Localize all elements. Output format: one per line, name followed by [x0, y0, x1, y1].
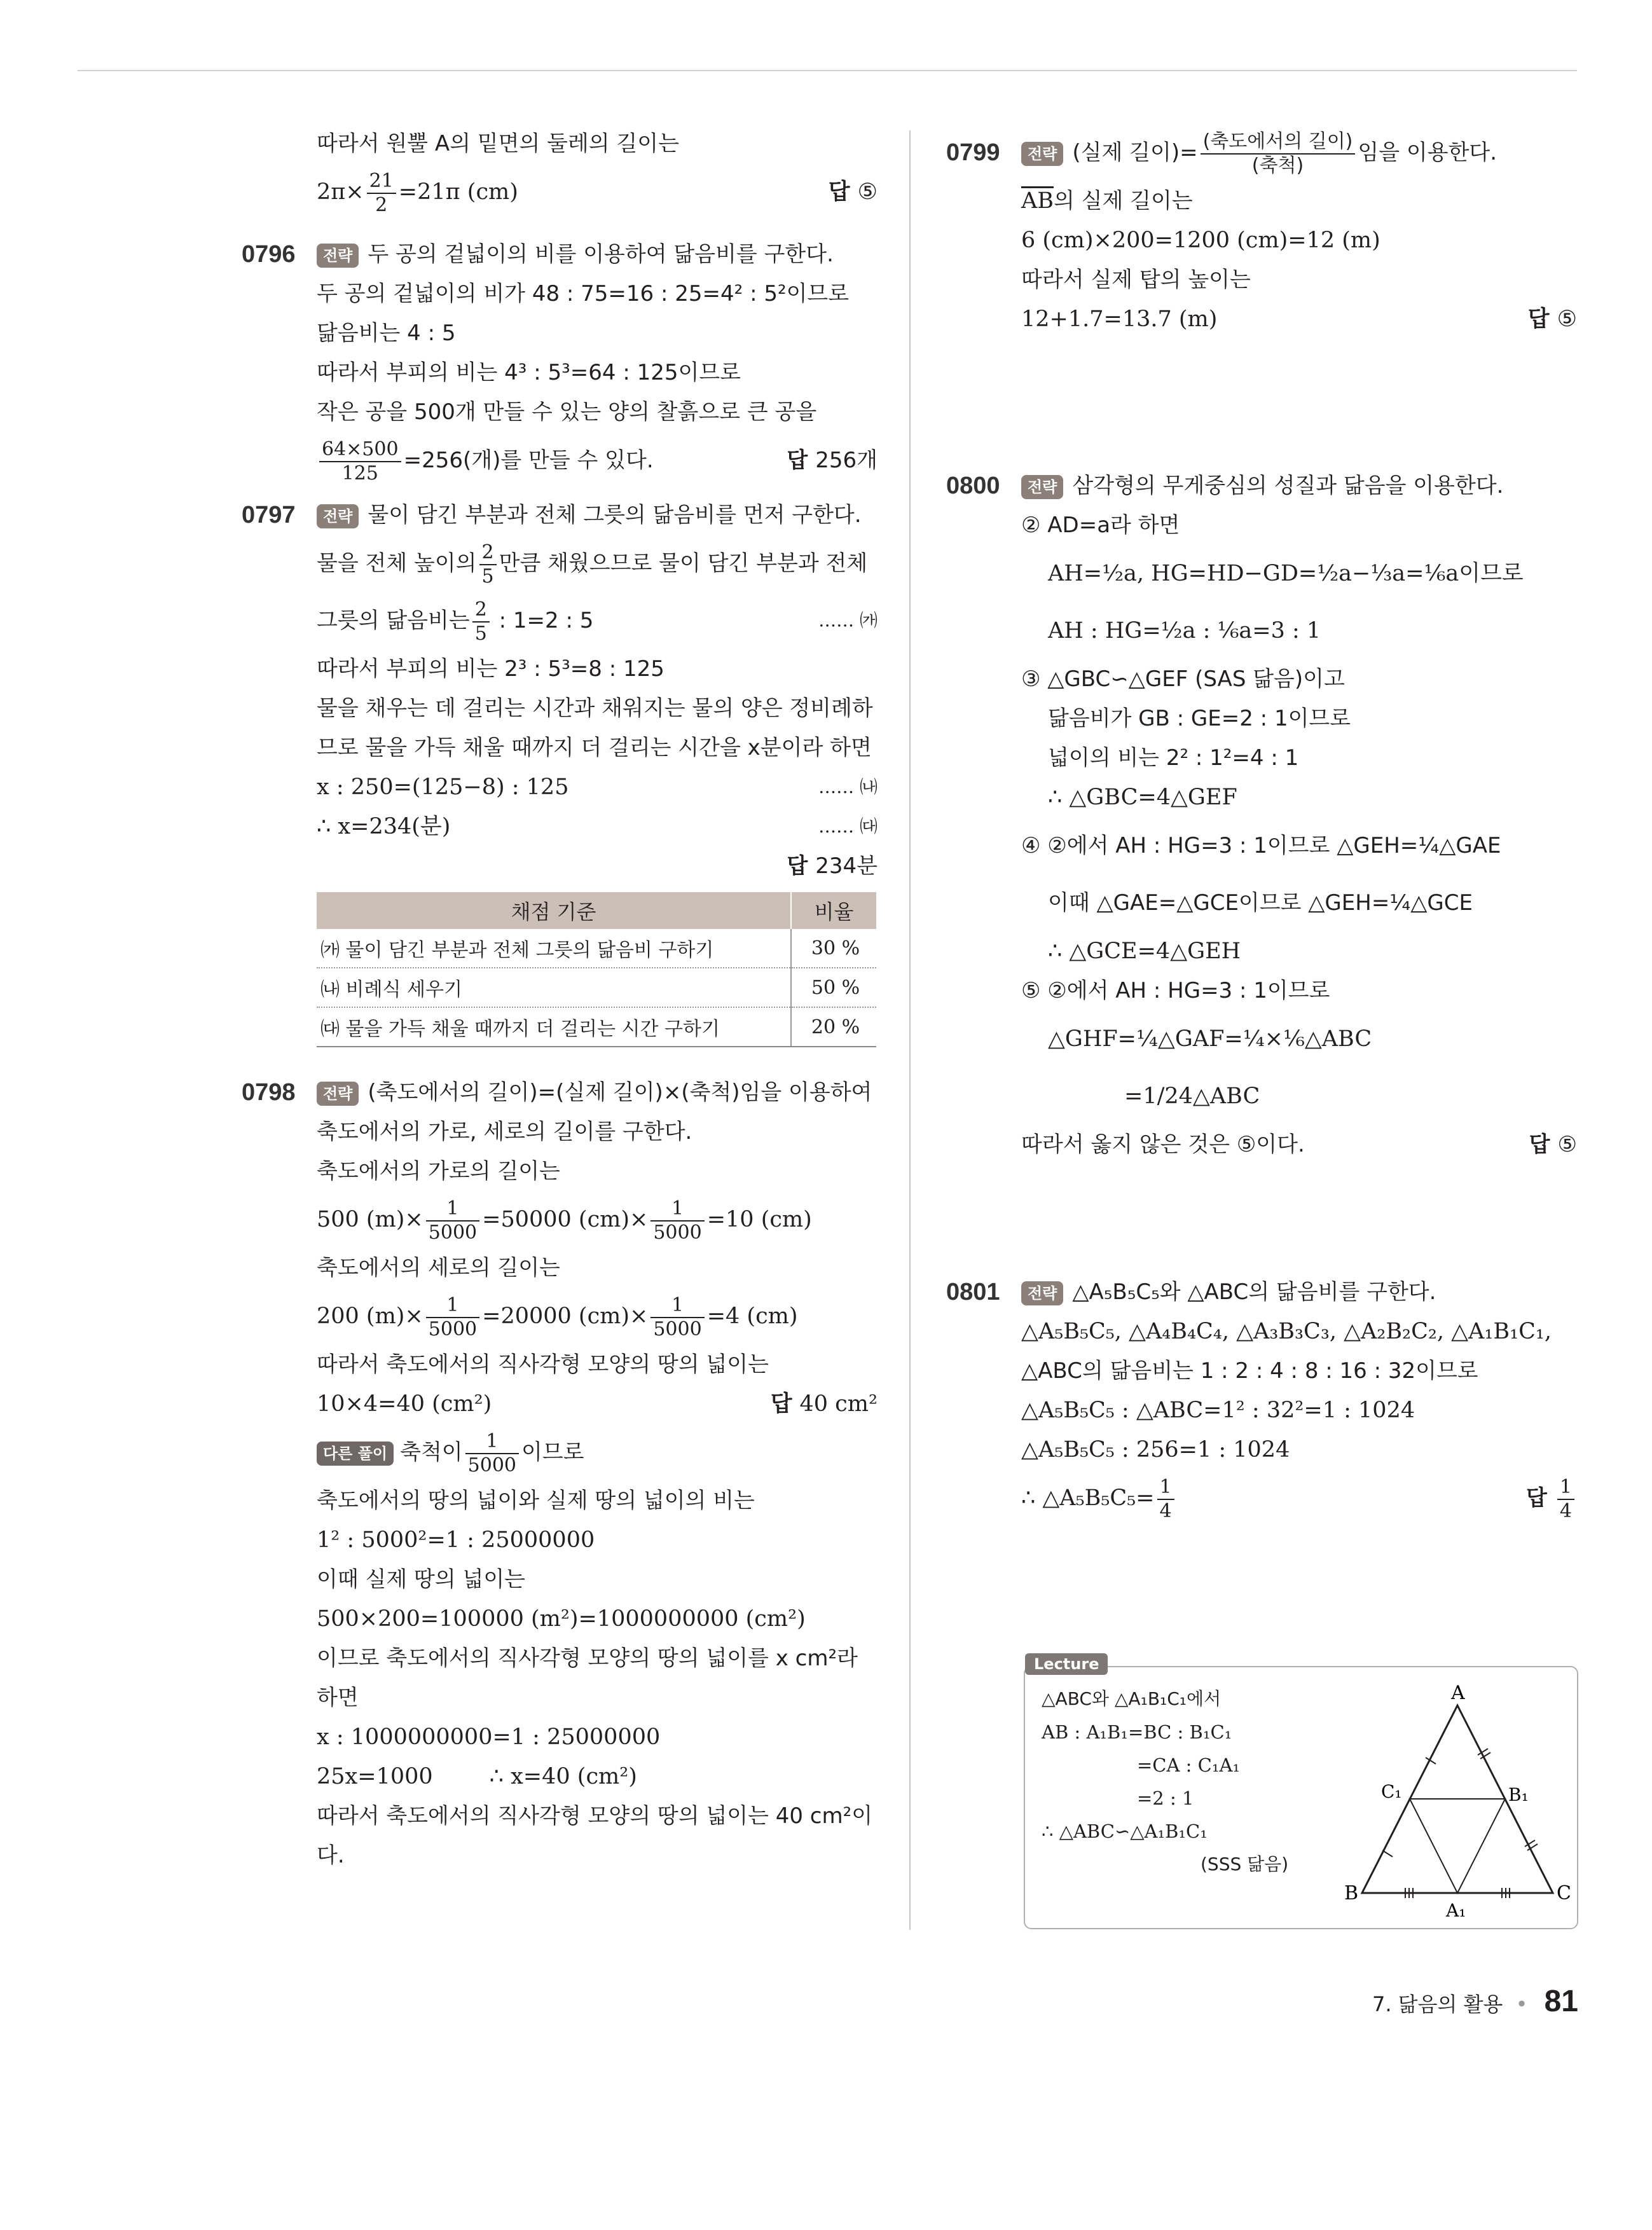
q0796-last: $\frac{64\times 500}{125}$ =256(개)를 만들 수 있다. 답 256개 — [317, 432, 878, 489]
q0798-answer: 답 40 cm² — [770, 1391, 878, 1417]
q0797-answer: 답 234분 — [787, 853, 878, 879]
fraction: $\frac{2}{5}$ — [472, 600, 490, 644]
label-a1: A₁ — [1446, 1900, 1466, 1921]
q0795-line1: 따라서 원뿔 A의 밑면의 둘레의 길이는 — [317, 131, 679, 156]
q0800-s2b: AH : HG=½a : ⅙a=3 : 1 — [1048, 618, 1321, 644]
strategy-tag: 전략 — [1021, 142, 1063, 166]
q0800-s3: ③ △GBC∽△GEF (SAS 닮음)이고 — [1021, 666, 1345, 692]
fraction: $\frac{1}{5000}$ — [426, 1296, 479, 1339]
triangle-diagram — [1337, 1674, 1572, 1922]
tick-mark — [1382, 1850, 1393, 1857]
grading-table — [317, 892, 876, 1047]
problem-number: 0796 — [242, 241, 296, 268]
problem-number: 0800 — [946, 472, 1000, 499]
chapter-title: 7. 닮음의 활용 — [1372, 1992, 1503, 2016]
q0800-s4: ④ ②에서 AH : HG=3 : 1이므로 △GEH=¼△GAE — [1021, 833, 1501, 858]
strategy-tag: 전략 — [1021, 1281, 1063, 1305]
q0798-e2: 200 (m)× $\frac{1}{5000}$ =20000 (cm)× $\frac{1}{5000}$ =4 (cm) — [317, 1293, 798, 1340]
fraction: $\frac{1}{5000}$ — [465, 1432, 519, 1475]
fraction: $\frac{21}{2}$ — [367, 172, 396, 215]
q0796-line: 닮음비는 4 : 5 — [317, 320, 456, 346]
q0797-line2: 그릇의 닮음비는 $\frac{2}{5}$ : 1=2 : 5 …… ㈎ — [317, 592, 878, 649]
q0800-s2a: AH=½a, HG=HD−GD=½a−⅓a=⅙a이므로 — [1048, 561, 1524, 586]
q0798-e1: 500 (m)× $\frac{1}{5000}$ =50000 (cm)× $\frac{1}{5000}$ =10 (cm) — [317, 1197, 812, 1244]
q0800-s4a: 이때 △GAE=△GCE이므로 △GEH=¼△GCE — [1048, 890, 1473, 916]
q0800-answer: 답 ⑤ — [1529, 1132, 1577, 1157]
q0797-answer-line — [317, 846, 878, 886]
fraction: $\frac{1}{5000}$ — [650, 1199, 704, 1242]
label-a: A — [1451, 1682, 1465, 1704]
table-row: ㈏ 비례식 세우기 50 % — [317, 968, 876, 1007]
lecture-text: △ABC와 △A₁B₁C₁에서 AB : A₁B₁=BC : B₁C₁ =CA : C₁A₁ =2 : 1 ∴ △ABC∽△A₁B₁C₁ (SSS 닮음) — [1042, 1688, 1289, 1875]
top-rule — [78, 70, 1577, 71]
label-c: C — [1557, 1882, 1571, 1904]
q0798-alt-line: 이므로 축도에서의 직사각형 모양의 땅의 넓이를 x cm²라 — [317, 1646, 858, 1671]
q0800-s3c: ∴ △GBC=4△GEF — [1048, 785, 1237, 810]
fraction: $\frac{1}{5000}$ — [426, 1199, 479, 1242]
q0800-s5: ⑤ ②에서 AH : HG=3 : 1이므로 — [1021, 978, 1330, 1003]
q0798-l4: 10×4=40 (cm²) 답 40 cm² — [317, 1384, 878, 1424]
label-b: B — [1344, 1882, 1359, 1904]
problem-number: 0797 — [242, 502, 296, 528]
table-row: ㈎ 물이 담긴 부분과 전체 그릇의 닮음비 구하기 30 % — [317, 929, 876, 968]
q0800-s3a: 닮음비가 GB : GE=2 : 1이므로 — [1048, 706, 1351, 731]
q0797-line1: 물을 전체 높이의 $\frac{2}{5}$ 만큼 채웠으므로 물이 담긴 부분과 전체 — [317, 540, 868, 588]
q0798-alt-line: 500×200=100000 (m²)=1000000000 (cm²) — [317, 1606, 806, 1632]
strategy-tag: 전략 — [317, 1082, 359, 1106]
fraction: $\frac{1}{4}$ — [1157, 1478, 1174, 1521]
q0800-header: 0800 전략 삼각형의 무게중심의 성질과 닮음을 이용한다. — [946, 466, 1577, 506]
q0798-alt-line: 하면 — [317, 1685, 359, 1710]
q0797-line5: 므로 물을 가득 채울 때까지 더 걸리는 시간을 x분이라 하면 — [317, 735, 872, 761]
q0801-line: △ABC의 닮음비는 1 : 2 : 4 : 8 : 16 : 32이므로 — [1021, 1358, 1478, 1384]
q0798-alt-line: 다. — [317, 1843, 345, 1868]
q0800-s5a: △GHF=¼△GAF=¼×⅙△ABC — [1048, 1026, 1372, 1052]
q0799-header: 0799 전략 (실제 길이)= $\frac{\text{(축도에서의 길이)}}{\text{(축척)}}$ 임을 이용한다. — [946, 124, 1577, 181]
q0796-line: 작은 공을 500개 만들 수 있는 양의 찰흙으로 큰 공을 — [317, 399, 817, 425]
q0798-alt-line: 25x=1000 ∴ x=40 (cm²) — [317, 1764, 637, 1789]
q0795-answer: 답 ⑤ — [828, 179, 878, 205]
q0801-last: ∴ △A₅B₅C₅= $\frac{1}{4}$ 답 $\frac{1}{4}$ — [1021, 1469, 1577, 1527]
q0801-header: 0801 전략 △A₅B₅C₅와 △ABC의 닮음비를 구한다. — [946, 1272, 1577, 1312]
q0797-line7: ∴ x=234(분) …… ㈐ — [317, 807, 878, 846]
q0799-l2: 6 (cm)×200=1200 (cm)=12 (m) — [1021, 228, 1380, 253]
step-marker: …… ㈎ — [818, 610, 878, 631]
q0800-final: 따라서 옳지 않은 것은 ⑤이다. 답 ⑤ — [1021, 1125, 1577, 1164]
right-column — [946, 124, 1577, 1527]
fraction: $\frac{1}{5000}$ — [650, 1296, 704, 1339]
q0799-l4: 12+1.7=13.7 (m) 답 ⑤ — [1021, 299, 1577, 339]
q0798-alt-line: 축도에서의 땅의 넓이와 실제 땅의 넓이의 비는 — [317, 1488, 755, 1513]
triangle-a1b1c1 — [1410, 1799, 1505, 1893]
strategy-tag: 전략 — [317, 244, 359, 268]
label-c1: C₁ — [1381, 1781, 1402, 1802]
q0800-s4b: ∴ △GCE=4△GEH — [1048, 939, 1241, 964]
q0797-header: 0797 전략 물이 담긴 부분과 전체 그릇의 닮음비를 먼저 구한다. — [242, 495, 878, 535]
q0798-l2: 축도에서의 세로의 길이는 — [317, 1255, 560, 1281]
q0798-alt-header: 다른 풀이 축척이 $\frac{1}{5000}$ 이므로 — [317, 1424, 878, 1481]
page-footer — [1372, 1984, 1578, 2019]
q0796-line: 따라서 부피의 비는 4³ : 5³=64 : 125이므로 — [317, 360, 741, 385]
q0798-alt-line: 이때 실제 땅의 넓이는 — [317, 1567, 526, 1592]
problem-number: 0799 — [946, 139, 1000, 166]
q0798-l1: 축도에서의 가로의 길이는 — [317, 1159, 560, 1184]
q0797-line4: 물을 채우는 데 걸리는 시간과 채워지는 물의 양은 정비례하 — [317, 696, 873, 721]
q0795-expr: 2π× $\frac{21}{2}$ =21π (cm) 답 ⑤ — [317, 163, 878, 221]
q0800-s2: ② AD=a라 하면 — [1021, 513, 1180, 538]
q0800-s5b: =1/24△ABC — [1124, 1084, 1260, 1109]
q0801-answer: 답 $\frac{1}{4}$ — [1526, 1469, 1577, 1527]
step-marker: …… ㈐ — [818, 816, 878, 837]
strategy-tag: 전략 — [317, 504, 359, 528]
q0798-header: 0798 전략 (축도에서의 길이)=(실제 길이)×(축척)임을 이용하여 — [242, 1073, 878, 1112]
q0799-l3: 따라서 실제 탑의 높이는 — [1021, 267, 1251, 293]
q0800-s3b: 넓이의 비는 2² : 1²=4 : 1 — [1048, 745, 1299, 771]
fraction: $\frac{2}{5}$ — [479, 543, 497, 586]
q0798-alt-line: 1² : 5000²=1 : 25000000 — [317, 1527, 595, 1553]
q0798-alt-line: x : 1000000000=1 : 25000000 — [317, 1724, 661, 1750]
strategy-tag: 전략 — [1021, 475, 1063, 499]
lecture-tag: Lecture — [1025, 1653, 1108, 1675]
q0799-answer: 답 ⑤ — [1527, 306, 1577, 332]
q0796-header: 0796 전략 두 공의 겉넓이의 비를 이용하여 닮음비를 구한다. — [242, 235, 878, 274]
page-number: 81 — [1544, 1985, 1578, 2018]
q0798-alt-line: 따라서 축도에서의 직사각형 모양의 땅의 넓이는 40 cm²이 — [317, 1803, 873, 1829]
q0796-line: 두 공의 겉넓이의 비가 48 : 75=16 : 25=4² : 5²이므로 — [317, 281, 850, 306]
fraction: $\frac{\text{(축도에서의 길이)}}{\text{(축척)}}$ — [1201, 132, 1356, 176]
q0798-l3: 따라서 축도에서의 직사각형 모양의 땅의 넓이는 — [317, 1352, 769, 1377]
alt-solution-tag: 다른 풀이 — [317, 1442, 394, 1466]
column-divider — [909, 130, 911, 1930]
label-b1: B₁ — [1508, 1784, 1529, 1805]
q0797-line6: x : 250=(125−8) : 125 …… ㈏ — [317, 767, 878, 807]
q0798-strategy2: 축도에서의 가로, 세로의 길이를 구한다. — [317, 1119, 692, 1145]
problem-number: 0801 — [946, 1279, 1000, 1305]
q0801-line: △A₅B₅C₅ : 256=1 : 1024 — [1021, 1437, 1290, 1463]
q0801-line: △A₅B₅C₅ : △ABC=1² : 32²=1 : 1024 — [1021, 1398, 1415, 1423]
fraction: $\frac{64\times 500}{125}$ — [319, 440, 401, 483]
lecture-box — [1024, 1666, 1578, 1929]
grading-table-wrap — [317, 892, 878, 1047]
q0797-line3: 따라서 부피의 비는 2³ : 5³=8 : 125 — [317, 656, 664, 682]
q0801-line: △A₅B₅C₅, △A₄B₄C₄, △A₃B₃C₃, △A₂B₂C₂, △A₁B₁C₁, — [1021, 1319, 1552, 1344]
table-header: 채점 기준 비율 — [317, 892, 876, 929]
q0796-answer: 답 256개 — [787, 448, 878, 473]
left-column — [242, 124, 878, 1875]
table-row: ㈐ 물을 가득 채울 때까지 더 걸리는 시간 구하기 20 % — [317, 1007, 876, 1047]
q0799-l1: $\overline{AB}$의 실제 길이는 — [1021, 188, 1193, 214]
problem-number: 0798 — [242, 1079, 296, 1106]
fraction: $\frac{1}{4}$ — [1557, 1478, 1574, 1521]
step-marker: …… ㈏ — [818, 776, 878, 797]
footer-dot: • — [1515, 1992, 1528, 2016]
